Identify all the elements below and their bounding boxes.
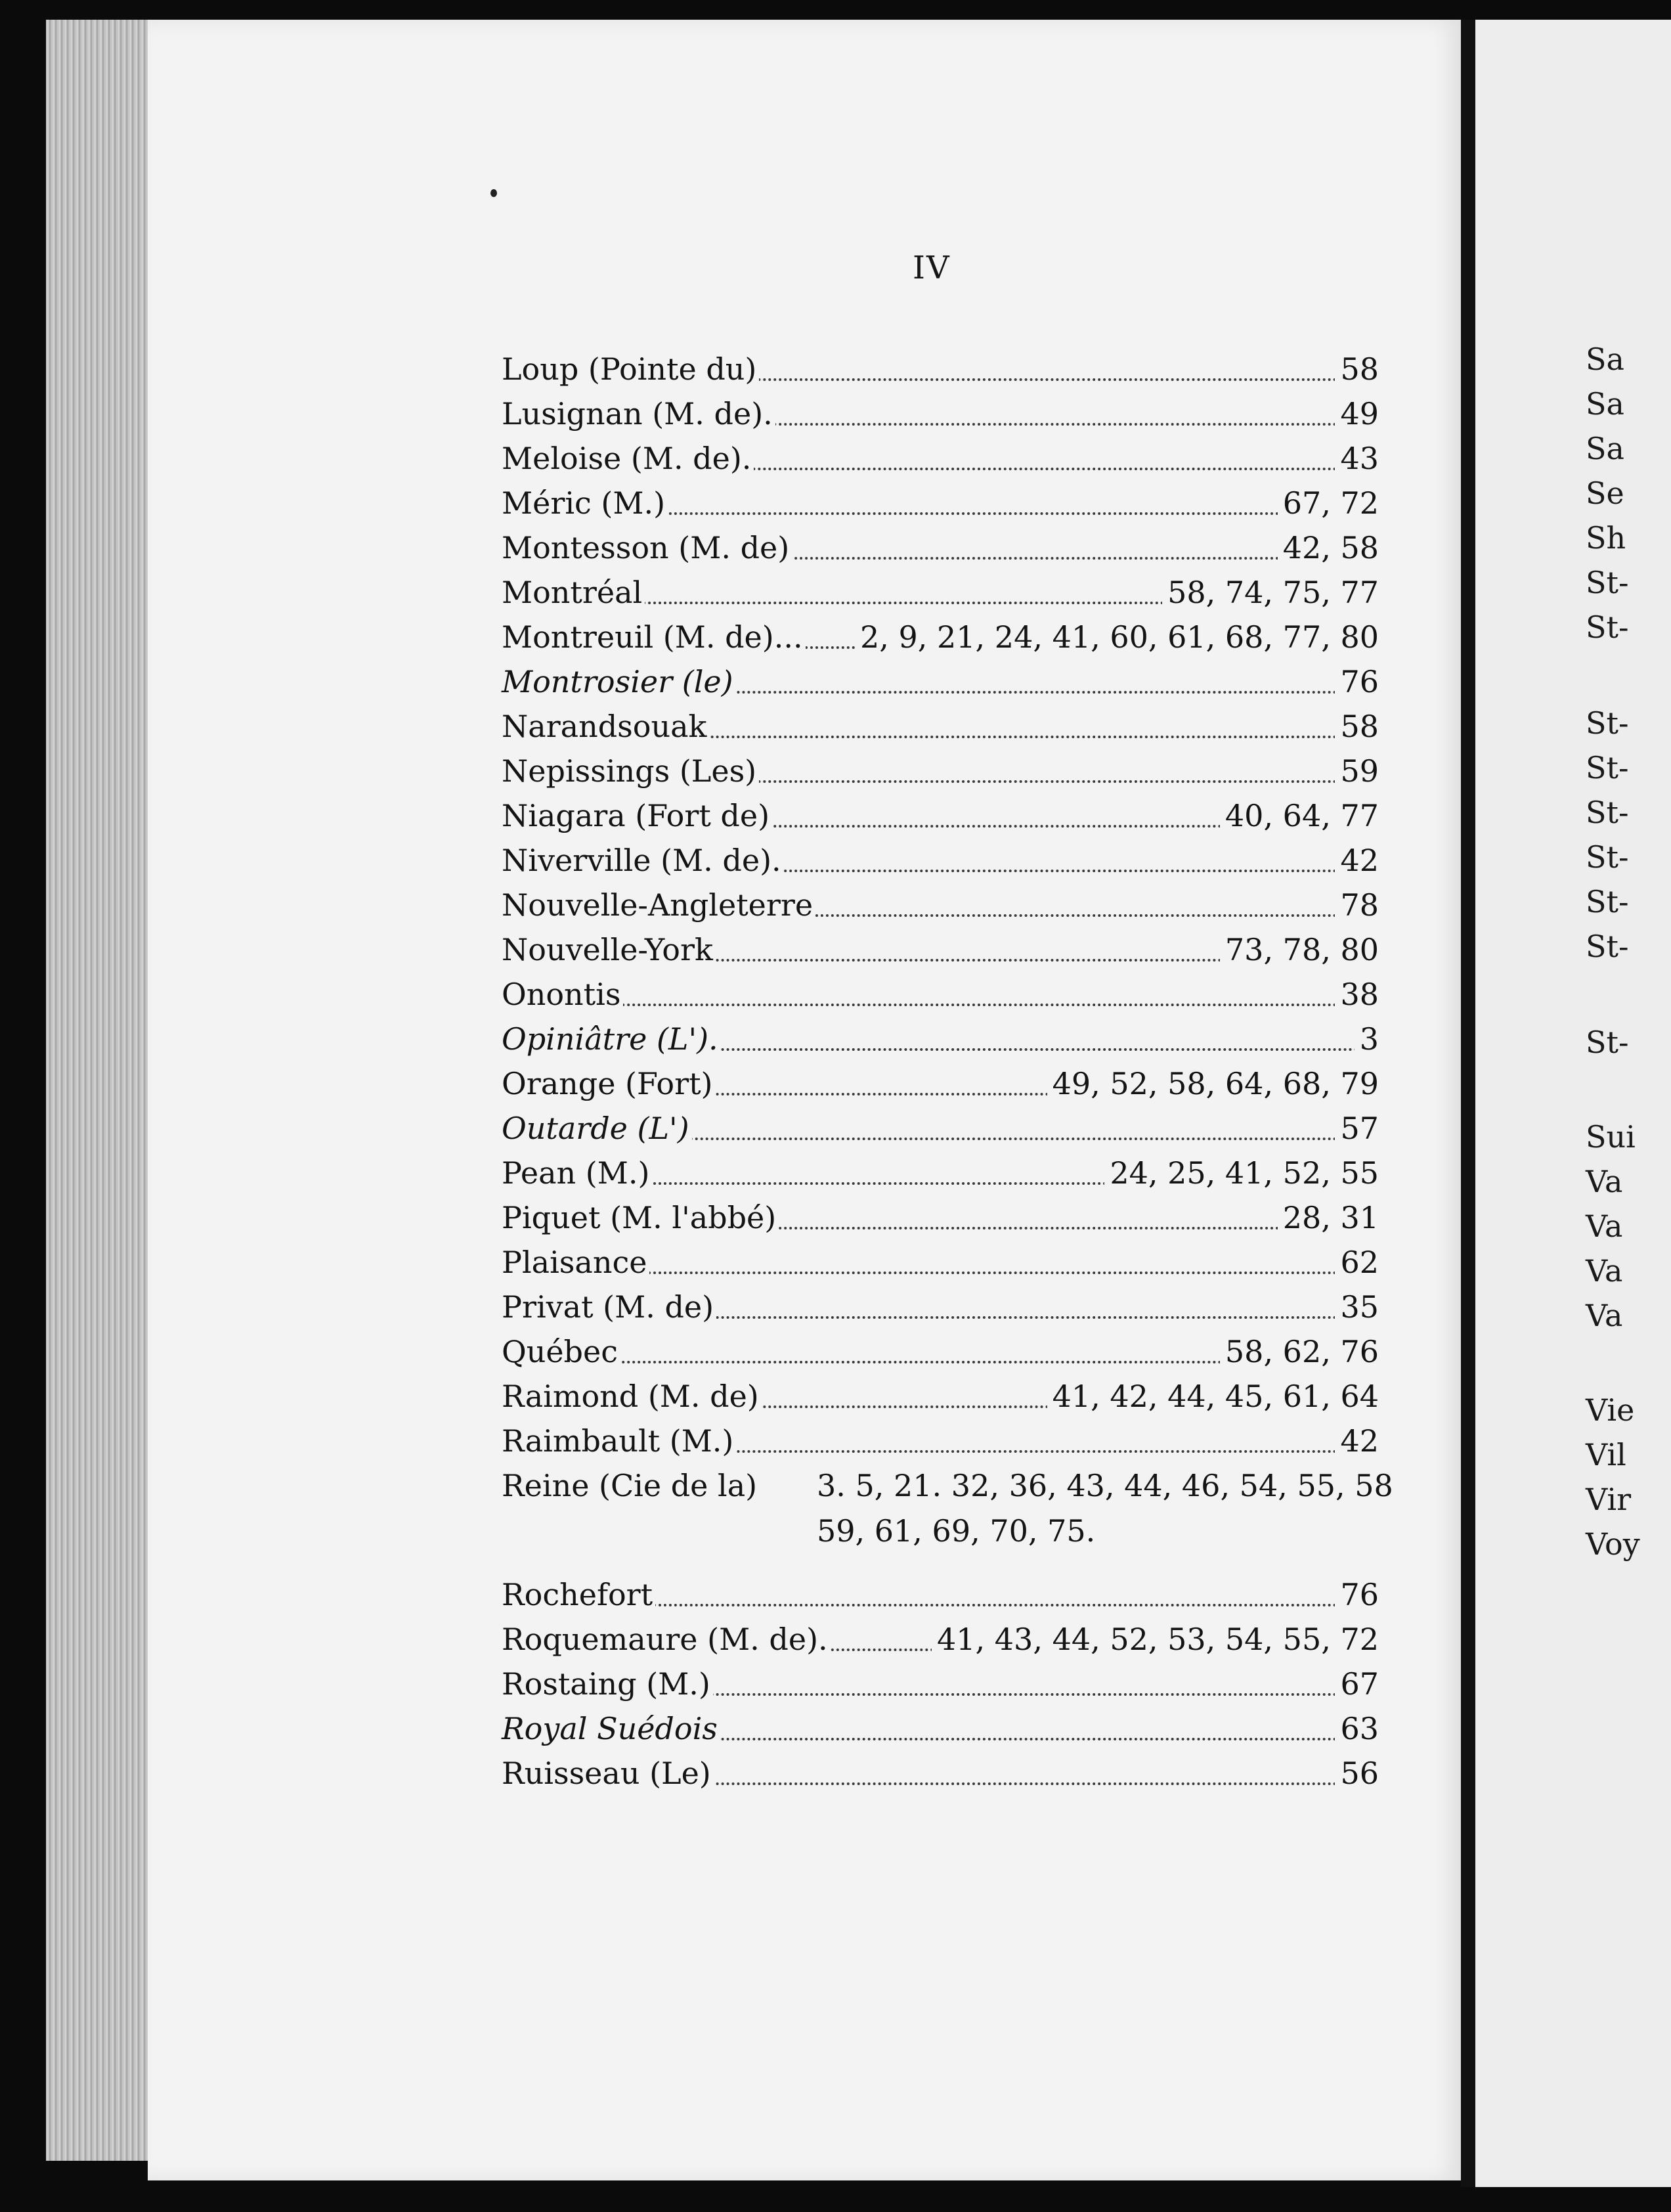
entry-name: Outarde (L') — [502, 1106, 692, 1151]
entry-pages: 58 — [1335, 347, 1379, 391]
entry-name: Narandsouak — [502, 704, 709, 749]
neighbor-line-fragment: Vir — [1586, 1482, 1632, 1517]
index-entry — [502, 347, 1379, 391]
index-entry — [502, 1706, 1379, 1751]
entry-pages: 58, 74, 75, 77 — [1162, 570, 1379, 615]
entry-pages-continuation: 59, 61, 69, 70, 75. — [817, 1513, 1096, 1549]
entry-pages: 42, 58 — [1278, 525, 1379, 570]
neighbor-line-fragment: Sa — [1586, 386, 1624, 422]
entry-pages: 43 — [1335, 436, 1379, 481]
entry-pages: 63 — [1335, 1706, 1379, 1751]
entry-pages: 24, 25, 41, 52, 55 — [1104, 1151, 1379, 1195]
entry-pages: 67, 72 — [1278, 481, 1379, 525]
neighbor-page — [1474, 20, 1671, 2187]
index-entry — [502, 793, 1379, 838]
entry-name: Roquemaure (M. de). — [502, 1617, 831, 1662]
neighbor-line-fragment: Vie — [1586, 1392, 1635, 1428]
index-entry — [502, 1195, 1379, 1240]
entry-name: Plaisance — [502, 1240, 649, 1285]
index-entry — [502, 1419, 1379, 1463]
entry-pages: 49 — [1335, 391, 1379, 436]
entry-pages: 56 — [1335, 1751, 1379, 1796]
index-entry — [502, 1061, 1379, 1106]
index-entry — [502, 1285, 1379, 1329]
entry-pages: 67 — [1335, 1662, 1379, 1706]
index-entry — [502, 883, 1379, 927]
index-entry — [502, 1463, 1393, 1508]
entry-name: Ruisseau (Le) — [502, 1751, 714, 1796]
entry-pages: 62 — [1335, 1240, 1379, 1285]
entry-name: Nouvelle-York — [502, 927, 716, 972]
entry-name: Orange (Fort) — [502, 1061, 716, 1106]
neighbor-line-fragment: Va — [1586, 1253, 1623, 1289]
entry-name: Niverville (M. de). — [502, 838, 784, 883]
entry-pages: 3. 5, 21. 32, 36, 43, 44, 46, 54, 55, 58 — [817, 1463, 1379, 1508]
entry-name: Raimond (M. de) — [502, 1374, 762, 1419]
entry-name: Nepissings (Les) — [502, 749, 759, 793]
entry-pages: 58 — [1335, 704, 1379, 749]
page-edge-stack — [46, 20, 151, 2161]
ink-spot — [490, 189, 497, 197]
entry-name: Opiniâtre (L'). — [502, 1017, 721, 1061]
neighbor-line-fragment: Voy — [1586, 1526, 1640, 1562]
index-entry — [502, 615, 1379, 659]
entry-pages: 78 — [1335, 883, 1379, 927]
index-entry — [502, 1329, 1379, 1374]
neighbor-line-fragment: St- — [1586, 705, 1629, 741]
neighbor-line-fragment: St- — [1586, 884, 1629, 919]
entry-pages: 76 — [1335, 659, 1379, 704]
index-entry — [502, 1572, 1379, 1617]
entry-pages: 57 — [1335, 1106, 1379, 1151]
entry-name: Rochefort — [502, 1572, 655, 1617]
index-entry — [502, 749, 1379, 793]
entry-name: Meloise (M. de). — [502, 436, 754, 481]
entry-name: Raimbault (M.) — [502, 1419, 736, 1463]
entry-pages: 41, 43, 44, 52, 53, 54, 55, 72 — [932, 1617, 1379, 1662]
entry-name: Québec — [502, 1329, 620, 1374]
neighbor-line-fragment: Va — [1586, 1298, 1623, 1333]
entry-name: Reine (Cie de la) — [502, 1463, 760, 1508]
entry-name: Méric (M.) — [502, 481, 668, 525]
neighbor-line-fragment: Se — [1586, 476, 1624, 511]
neighbor-line-fragment: St- — [1586, 1025, 1629, 1060]
entry-name: Loup (Pointe du) — [502, 347, 759, 391]
entry-name: Lusignan (M. de). — [502, 391, 775, 436]
gutter-shadow — [1461, 20, 1475, 2187]
index-list — [502, 347, 1393, 1796]
neighbor-line-fragment: St- — [1586, 929, 1629, 964]
entry-pages: 59 — [1335, 749, 1379, 793]
entry-name: Nouvelle-Angleterre — [502, 883, 815, 927]
index-entry — [502, 391, 1379, 436]
neighbor-line-fragment: Sh — [1586, 520, 1626, 556]
index-entry — [502, 927, 1379, 972]
entry-pages: 3 — [1355, 1017, 1379, 1061]
entry-pages: 76 — [1335, 1572, 1379, 1617]
index-entry — [502, 1240, 1379, 1285]
entry-name: Niagara (Fort de) — [502, 793, 772, 838]
entry-name: Montrosier (le) — [502, 659, 736, 704]
entry-name: Privat (M. de) — [502, 1285, 716, 1329]
entry-name: Pean (M.) — [502, 1151, 652, 1195]
entry-pages: 35 — [1335, 1285, 1379, 1329]
entry-pages: 41, 42, 44, 45, 61, 64 — [1047, 1374, 1379, 1419]
index-entry — [502, 838, 1379, 883]
index-entry — [502, 570, 1379, 615]
neighbor-line-fragment: Sa — [1586, 431, 1624, 466]
neighbor-line-fragment: Va — [1586, 1164, 1623, 1199]
dot-leader — [502, 1004, 1379, 1006]
entry-pages: 40, 64, 77 — [1220, 793, 1379, 838]
index-entry — [502, 659, 1379, 704]
neighbor-line-fragment: St- — [1586, 839, 1629, 875]
entry-pages: 42 — [1335, 838, 1379, 883]
index-entry — [502, 1017, 1379, 1061]
index-entry — [502, 704, 1379, 749]
index-entry — [502, 972, 1379, 1017]
entry-name: Montesson (M. de) — [502, 525, 792, 570]
index-entry — [502, 1662, 1379, 1706]
index-entry — [502, 1151, 1379, 1195]
neighbor-line-fragment: Sa — [1586, 342, 1624, 377]
index-entry — [502, 1106, 1379, 1151]
entry-name: Onontis — [502, 972, 623, 1017]
index-entry — [502, 1751, 1379, 1796]
index-entry — [502, 1374, 1379, 1419]
entry-pages: 49, 52, 58, 64, 68, 79 — [1047, 1061, 1379, 1106]
entry-name: Piquet (M. l'abbé) — [502, 1195, 779, 1240]
entry-name: Montréal — [502, 570, 645, 615]
neighbor-line-fragment: Vil — [1586, 1437, 1626, 1472]
neighbor-line-fragment: St- — [1586, 795, 1629, 830]
entry-pages: 58, 62, 76 — [1220, 1329, 1379, 1374]
entry-pages: 38 — [1335, 972, 1379, 1017]
neighbor-line-fragment: Sui — [1586, 1119, 1636, 1155]
index-entry — [502, 481, 1379, 525]
index-entry — [502, 1617, 1379, 1662]
entry-name: Rostaing (M.) — [502, 1662, 713, 1706]
entry-pages: 42 — [1335, 1419, 1379, 1463]
neighbor-line-fragment: Va — [1586, 1208, 1623, 1244]
neighbor-line-fragment: St- — [1586, 750, 1629, 785]
entry-pages: 2, 9, 21, 24, 41, 60, 61, 68, 77, 80 — [855, 615, 1379, 659]
entry-pages: 28, 31 — [1278, 1195, 1379, 1240]
neighbor-line-fragment: St- — [1586, 609, 1629, 645]
entry-name: Montreuil (M. de)... — [502, 615, 806, 659]
index-entry — [502, 436, 1379, 481]
page-number: IV — [913, 250, 951, 286]
entry-name: Royal Suédois — [502, 1706, 720, 1751]
index-entry — [502, 525, 1379, 570]
entry-pages: 73, 78, 80 — [1220, 927, 1379, 972]
neighbor-line-fragment: St- — [1586, 565, 1629, 600]
